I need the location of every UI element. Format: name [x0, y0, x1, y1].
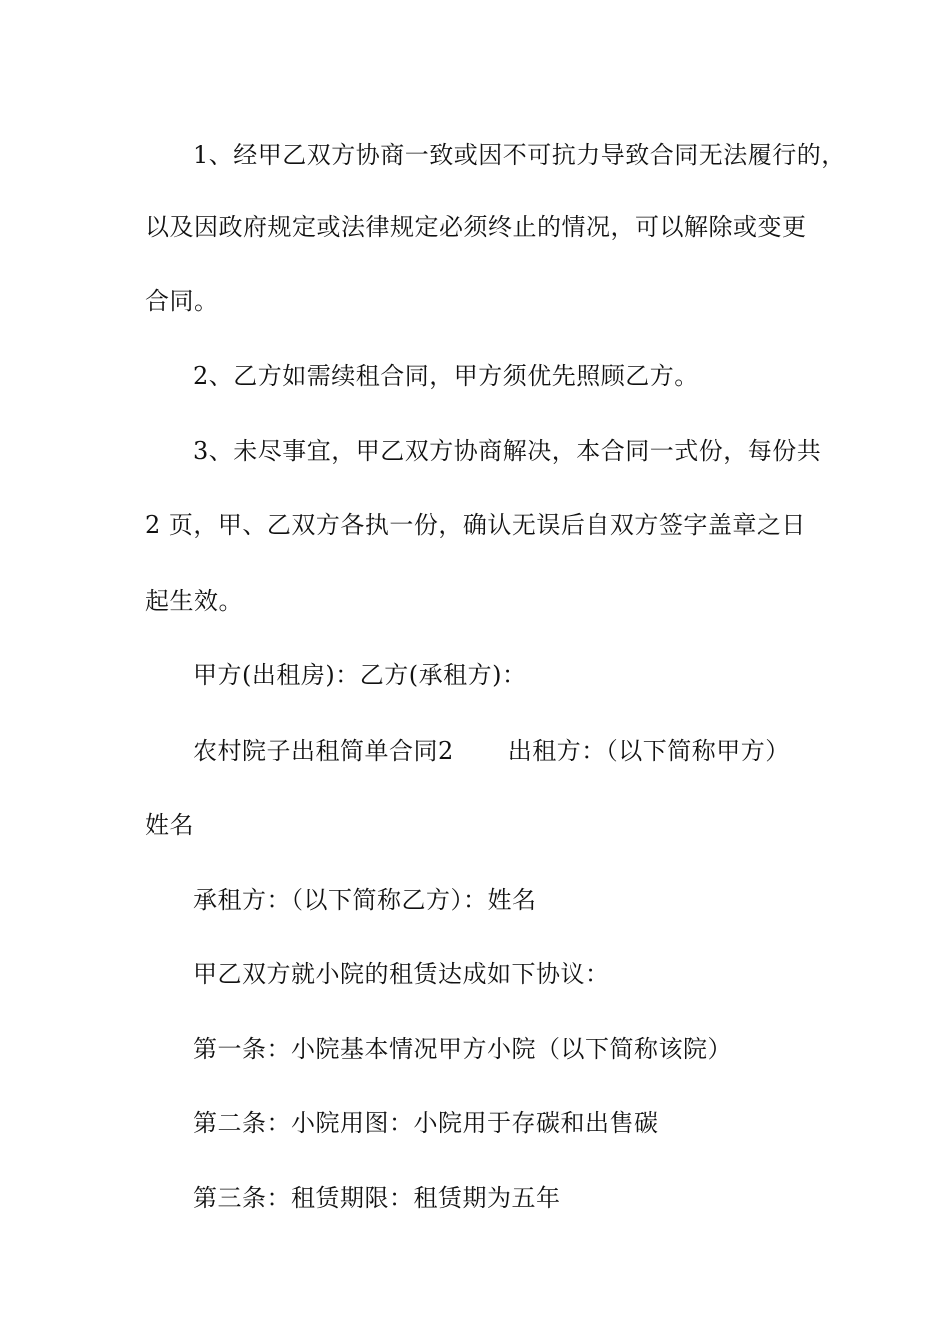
agreement-intro: 甲乙双方就小院的租赁达成如下协议： [193, 960, 610, 988]
clause-2: 2、乙方如需续租合同，甲方须优先照顾乙方。 [193, 362, 699, 390]
article-2: 第二条：小院用图：小院用于存碳和出售碳 [193, 1109, 659, 1137]
lessor-label: 出租方：（以下简称甲方） [507, 737, 790, 765]
clause-1-line-1: 1、经甲乙双方协商一致或因不可抗力导致合同无法履行的， [193, 141, 846, 169]
clause-3-line-1: 3、未尽事宜，甲乙双方协商解决，本合同一式份，每份共 [193, 437, 822, 465]
clause-3-line-2: 2 页，甲、乙双方各执一份，确认无误后自双方签字盖章之日 [145, 511, 806, 539]
contract-title: 农村院子出租简单合同2 [193, 737, 454, 765]
lessee-label: 承租方：（以下简称乙方）：姓名 [193, 886, 537, 914]
clause-3-line-3: 起生效。 [145, 587, 243, 615]
article-1: 第一条：小院基本情况甲方小院（以下简称该院） [193, 1035, 732, 1063]
contract-title-line [193, 736, 790, 766]
lessor-name-label: 姓名 [145, 811, 194, 839]
article-3: 第三条：租赁期限：租赁期为五年 [193, 1184, 561, 1212]
clause-1-line-3: 合同。 [145, 287, 219, 315]
signature-parties: 甲方(出租房)：乙方(承租方)： [193, 661, 527, 689]
clause-1-line-2: 以及因政府规定或法律规定必须终止的情况，可以解除或变更 [145, 213, 807, 241]
